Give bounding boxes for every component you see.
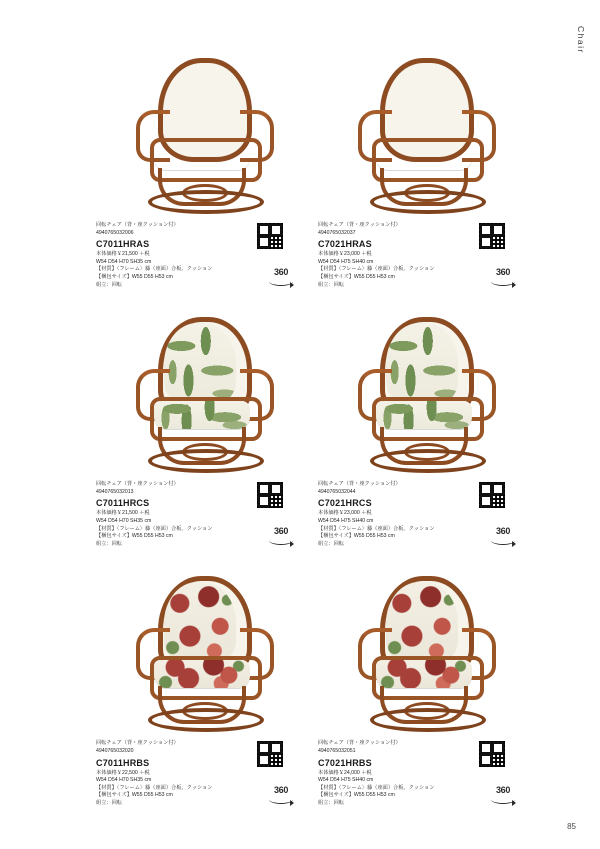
product-info — [318, 479, 536, 548]
product-jan: 4940765032013 — [96, 488, 134, 495]
product-photo — [318, 570, 536, 738]
product-grid — [96, 52, 536, 807]
product-name: 回転チェア（背・座クッション付） — [96, 740, 179, 747]
product-package-size: 【梱包サイズ】W55 D55 H53 cm — [318, 533, 395, 540]
360-rotate-icon[interactable]: 360 — [266, 785, 296, 807]
chair-illustration — [352, 315, 502, 475]
qr-code-icon[interactable] — [478, 481, 506, 509]
chair-illustration — [130, 56, 280, 216]
product-jan: 4940765032020 — [96, 747, 134, 754]
product-package-size: 【梱包サイズ】W55 D55 H53 cm — [96, 273, 173, 280]
product-size: W54 D54 H70 SH35 cm — [96, 258, 152, 265]
product-size: W54 D54 H70 SH35 cm — [96, 517, 152, 524]
360-rotate-icon[interactable]: 360 — [488, 785, 518, 807]
360-rotate-icon[interactable]: 360 — [266, 267, 296, 289]
product-info — [318, 738, 536, 807]
product-cell — [318, 570, 536, 807]
product-assembly: 組立：回転 — [318, 281, 344, 288]
360-rotate-icon[interactable]: 360 — [488, 526, 518, 548]
product-model: C7011HRBS — [96, 757, 150, 768]
product-photo — [96, 570, 314, 738]
product-photo — [96, 311, 314, 479]
product-material: 【材質】〈フレーム〉籐（座面）合板、クッション — [96, 266, 213, 273]
product-price: 本体価格￥23,000 ＋税 — [318, 510, 372, 517]
qr-code-icon[interactable] — [478, 222, 506, 250]
section-tab-label: Chair — [576, 26, 586, 54]
product-size: W54 D54 H75 SH40 cm — [318, 258, 374, 265]
product-package-size: 【梱包サイズ】W55 D55 H53 cm — [96, 792, 173, 799]
product-model: C7011HRAS — [96, 239, 150, 250]
product-size: W54 D54 H70 SH35 cm — [96, 777, 152, 784]
chair-illustration — [130, 315, 280, 475]
product-package-size: 【梱包サイズ】W55 D55 H53 cm — [96, 533, 173, 540]
product-price: 本体価格￥23,000 ＋税 — [318, 251, 372, 258]
qr-code-icon[interactable] — [478, 740, 506, 768]
product-price: 本体価格￥21,500 ＋税 — [96, 251, 150, 258]
product-material: 【材質】〈フレーム〉籐（座面）合板、クッション — [96, 784, 213, 791]
product-package-size: 【梱包サイズ】W55 D55 H53 cm — [318, 273, 395, 280]
product-name: 回転チェア（背・座クッション付） — [96, 481, 179, 488]
product-model: C7021HRBS — [318, 757, 372, 768]
product-name: 回転チェア（背・座クッション付） — [318, 222, 401, 228]
product-info — [96, 220, 314, 289]
product-material: 【材質】〈フレーム〉籐（座面）合板、クッション — [318, 525, 435, 532]
product-size: W54 D54 H75 SH40 cm — [318, 517, 374, 524]
product-cell — [318, 52, 536, 289]
product-package-size: 【梱包サイズ】W55 D55 H53 cm — [318, 792, 395, 799]
product-price: 本体価格￥22,500 ＋税 — [96, 769, 150, 776]
product-info — [96, 479, 314, 548]
page-number: 85 — [567, 822, 576, 831]
qr-code-icon[interactable] — [256, 481, 284, 509]
product-model: C7011HRCS — [96, 498, 150, 509]
product-name: 回転チェア（背・座クッション付） — [96, 222, 179, 228]
product-jan: 4940765032051 — [318, 747, 356, 754]
product-assembly: 組立：回転 — [96, 281, 122, 288]
product-photo — [318, 311, 536, 479]
qr-code-icon[interactable] — [256, 740, 284, 768]
product-info — [96, 738, 314, 807]
product-name: 回転チェア（背・座クッション付） — [318, 481, 401, 488]
product-cell — [96, 311, 314, 548]
product-info — [318, 220, 536, 289]
product-cell — [96, 570, 314, 807]
product-jan: 4940765032006 — [96, 229, 134, 236]
product-material: 【材質】〈フレーム〉籐（座面）合板、クッション — [96, 525, 213, 532]
product-cell — [96, 52, 314, 289]
section-tab — [570, 18, 592, 138]
product-size: W54 D54 H75 SH40 cm — [318, 777, 374, 784]
product-assembly: 組立：回転 — [96, 799, 122, 806]
product-price: 本体価格￥21,500 ＋税 — [96, 510, 150, 517]
product-model: C7021HRCS — [318, 498, 372, 509]
product-photo — [318, 52, 536, 220]
360-rotate-icon[interactable]: 360 — [488, 267, 518, 289]
chair-illustration — [130, 574, 280, 734]
360-rotate-icon[interactable]: 360 — [266, 526, 296, 548]
product-jan: 4940765032044 — [318, 488, 356, 495]
product-model: C7021HRAS — [318, 239, 372, 250]
product-jan: 4940765032037 — [318, 229, 356, 236]
product-material: 【材質】〈フレーム〉籐（座面）合板、クッション — [318, 784, 435, 791]
qr-code-icon[interactable] — [256, 222, 284, 250]
product-photo — [96, 52, 314, 220]
product-assembly: 組立：回転 — [318, 799, 344, 806]
chair-illustration — [352, 56, 502, 216]
chair-illustration — [352, 574, 502, 734]
product-name: 回転チェア（背・座クッション付） — [318, 740, 401, 747]
product-material: 【材質】〈フレーム〉籐（座面）合板、クッション — [318, 266, 435, 273]
product-assembly: 組立：回転 — [318, 540, 344, 547]
product-assembly: 組立：回転 — [96, 540, 122, 547]
product-price: 本体価格￥24,000 ＋税 — [318, 769, 372, 776]
product-cell — [318, 311, 536, 548]
